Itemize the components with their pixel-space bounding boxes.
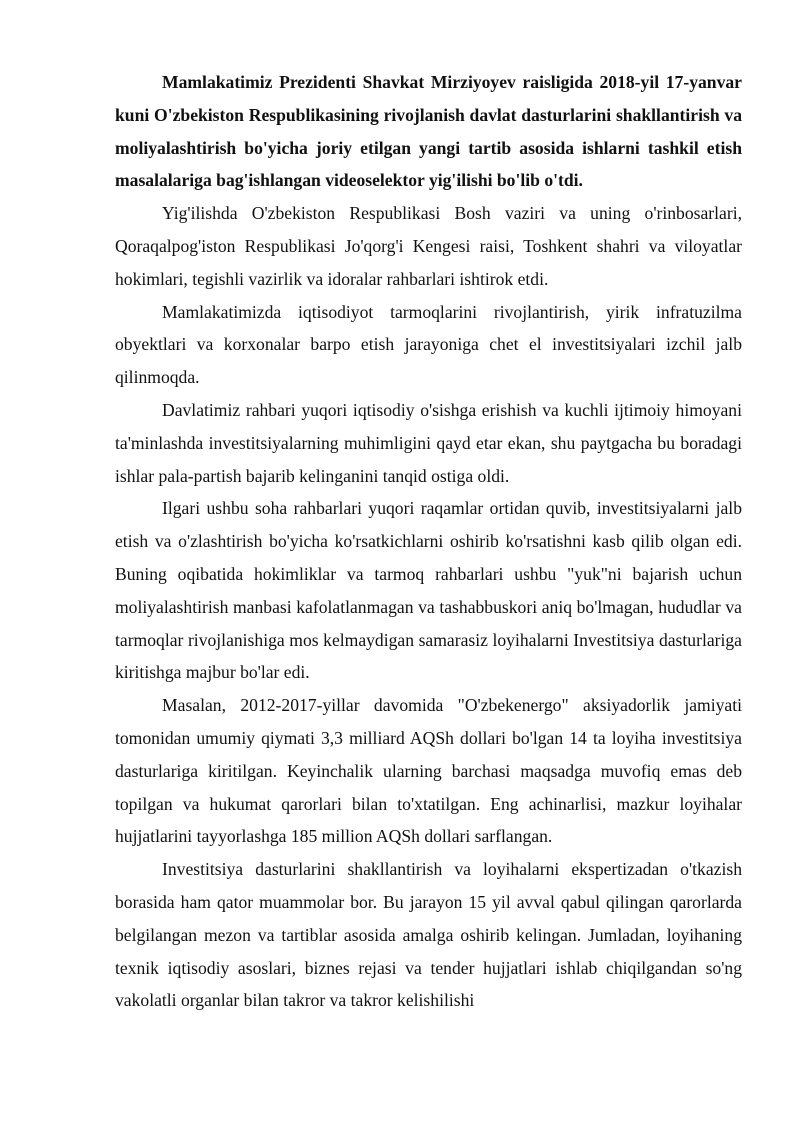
document-body [115, 66, 742, 1017]
lead-paragraph: Mamlakatimiz Prezidenti Shavkat Mirziyoyev raisligida 2018-yil 17-yanvar kuni O'zbekiston Respublikasining rivojlanish davlat dasturlarini shakllantirish va moliyalashtirish bo'yicha joriy etilgan yangi tartib asosida ishlarni tashkil etish masalalariga bag'ishlangan videoselektor yig'ilishi bo'lib o'tdi. [115, 72, 742, 191]
paragraph: Davlatimiz rahbari yuqori iqtisodiy o'sishga erishish va kuchli ijtimoiy himoyani ta'minlashda investitsiyalarning muhimligini qayd etar ekan, shu paytgacha bu boradagi ishlar pala-partish bajarib kelinganini tanqid ostiga oldi. [115, 399, 742, 486]
paragraph: Ilgari ushbu soha rahbarlari yuqori raqamlar ortidan quvib, investitsiyalarni jalb etish va o'zlashtirish bo'yicha ko'rsatkichlarni oshirib ko'rsatishni kasb qilib olgan edi. Buning oqibatida hokimliklar va tarmoq rahbarlari ushbu "yuk"ni bajarish uchun moliyalashtirish manbasi kafolatlanmagan va tashabbuskori aniq bo'lmagan, hududlar va tarmoqlar rivojlanishiga mos kelmaydigan samarasiz loyihalarni Investitsiya dasturlariga kiritishga majbur bo'lar edi. [115, 498, 742, 683]
paragraph: Yig'ilishda O'zbekiston Respublikasi Bosh vaziri va uning o'rinbosarlari, Qoraqalpog'iston Respublikasi Jo'qorg'i Kengesi raisi, Toshkent shahri va viloyatlar hokimlari, tegishli vazirlik va idoralar rahbarlari ishtirok etdi. [115, 203, 742, 289]
paragraph: Masalan, 2012-2017-yillar davomida "O'zbekenergo" aksiyadorlik jamiyati tomonidan umumiy qiymati 3,3 milliard AQSh dollari bo'lgan 14 ta loyiha investitsiya dasturlariga kiritilgan. Keyinchalik ularning barchasi maqsadga muvofiq emas deb topilgan va hukumat qarorlari bilan to'xtatilgan. Eng achinarlisi, mazkur loyihalar hujjatlarini tayyorlashga 185 million AQSh dollari sarflangan. [115, 695, 742, 847]
paragraph: Mamlakatimizda iqtisodiyot tarmoqlarini rivojlantirish, yirik infratuzilma obyektlari va korxonalar barpo etish jarayoniga chet el investitsiyalari izchil jalb qilinmoqda. [115, 301, 742, 388]
paragraph: Investitsiya dasturlarini shakllantirish va loyihalarni ekspertizadan o'tkazish borasida ham qator muammolar bor. Bu jarayon 15 yil avval qabul qilingan qarorlarda belgilangan mezon va tartiblar asosida amalga oshirib kelingan. Jumladan, loyihaning texnik iqtisodiy asoslari, biznes rejasi va tender hujjatlari ishlab chiqilgandan so'ng vakolatli organlar bilan takror va takror kelishilishi [115, 859, 742, 1011]
